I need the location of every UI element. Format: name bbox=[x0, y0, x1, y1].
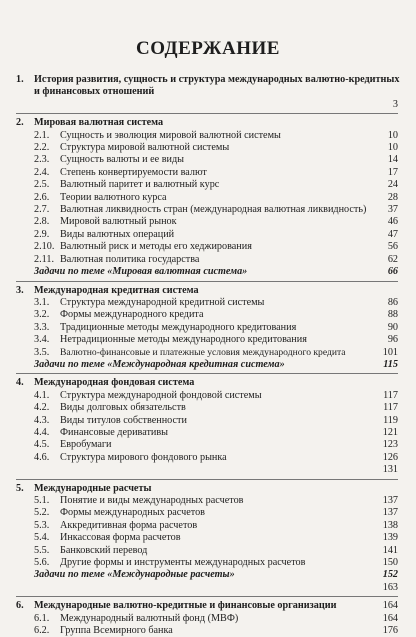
item-title: Понятие и виды международных расчетов bbox=[60, 495, 244, 506]
item-title: Евробумаги bbox=[60, 439, 112, 451]
toc-item bbox=[16, 334, 398, 346]
item-title: Аккредитивная форма расчетов bbox=[60, 519, 198, 531]
toc-item bbox=[16, 520, 398, 532]
page-number: 141 bbox=[382, 544, 398, 556]
item-number: 6.2. bbox=[34, 625, 50, 637]
page-number: 123 bbox=[382, 439, 398, 451]
toc-item bbox=[16, 179, 398, 191]
page-number: 101 bbox=[382, 346, 398, 358]
page-number: 139 bbox=[382, 532, 398, 544]
divider bbox=[16, 373, 398, 374]
page-number: 56 bbox=[387, 241, 398, 253]
item-number: 3.3. bbox=[34, 321, 50, 333]
toc-item bbox=[16, 167, 398, 179]
section-title: Мировая валютная система bbox=[34, 117, 164, 129]
divider bbox=[16, 281, 398, 282]
item-number: 2.7. bbox=[34, 204, 50, 216]
item-title: Валютный паритет и валютный курс bbox=[60, 179, 220, 191]
page-number: 66 bbox=[387, 266, 398, 278]
toc-section-3 bbox=[16, 285, 398, 297]
item-number: 2.6. bbox=[34, 191, 50, 203]
toc-item bbox=[16, 402, 398, 414]
toc-item bbox=[16, 130, 398, 142]
page-number: 119 bbox=[383, 414, 398, 426]
page-number: 3 bbox=[392, 98, 398, 110]
toc-section-6 bbox=[16, 600, 398, 612]
page-number: 126 bbox=[382, 451, 398, 463]
section-title: История развития, сущность и структура международных валютно-кредитных bbox=[34, 74, 400, 85]
item-number: 4.4. bbox=[34, 426, 50, 438]
divider bbox=[16, 113, 398, 114]
item-title: Структура мировой валютной системы bbox=[60, 142, 230, 154]
item-title: Валютно-финансовые и платежные условия международного кредита bbox=[60, 346, 346, 358]
page-number: 164 bbox=[382, 600, 398, 612]
item-number: 5.2. bbox=[34, 507, 50, 519]
divider bbox=[16, 596, 398, 597]
page-number: 86 bbox=[387, 296, 398, 308]
toc-item bbox=[16, 216, 398, 228]
toc-section-4 bbox=[16, 377, 398, 389]
toc-item bbox=[16, 322, 398, 334]
toc-item bbox=[16, 495, 398, 507]
toc-item bbox=[16, 625, 398, 637]
section-number: 4. bbox=[16, 377, 24, 389]
page-number: 10 bbox=[387, 142, 398, 154]
page-number: 37 bbox=[387, 204, 398, 216]
toc-item bbox=[16, 390, 398, 402]
page-number: 164 bbox=[382, 612, 398, 624]
item-title: Группа Всемирного банка bbox=[60, 625, 173, 637]
item-number: 2.10. bbox=[34, 241, 55, 253]
item-number: 4.3. bbox=[34, 414, 50, 426]
toc-item bbox=[16, 415, 398, 427]
toc-item bbox=[16, 557, 398, 569]
page-number: 28 bbox=[387, 191, 398, 203]
section-title: Международные расчеты bbox=[34, 482, 152, 494]
page-number: 138 bbox=[382, 519, 398, 531]
item-title: Инкассовая форма расчетов bbox=[60, 532, 181, 544]
toc-tail-page-row bbox=[16, 582, 398, 594]
item-title: Валютная политика государства bbox=[60, 253, 200, 265]
item-title: Валютная ликвидность стран (международная валютная ликвидность) bbox=[60, 204, 367, 216]
page-number: 47 bbox=[387, 228, 398, 240]
toc-section-2 bbox=[16, 117, 398, 129]
section-number: 6. bbox=[16, 600, 24, 612]
item-title: Финансовые деривативы bbox=[60, 426, 169, 438]
toc-tail-page-row bbox=[16, 464, 398, 476]
item-title: Формы международного кредита bbox=[60, 309, 204, 321]
section-number: 5. bbox=[16, 482, 24, 494]
page-number: 115 bbox=[383, 358, 398, 370]
task-title: Задачи по теме «Мировая валютная система» bbox=[34, 266, 248, 278]
toc-task bbox=[16, 359, 398, 371]
item-number: 6.1. bbox=[34, 612, 50, 624]
toc-item bbox=[16, 254, 398, 266]
toc-section-1-page-row bbox=[16, 99, 398, 111]
page-number: 10 bbox=[387, 129, 398, 141]
item-number: 2.2. bbox=[34, 142, 50, 154]
page-number: 150 bbox=[382, 557, 398, 569]
section-title-continued: и финансовых отношений bbox=[34, 86, 155, 98]
page-number: 17 bbox=[387, 166, 398, 178]
page-number: 24 bbox=[387, 179, 398, 191]
item-title: Сущность и эволюция мировой валютной системы bbox=[60, 129, 281, 141]
section-number: 3. bbox=[16, 284, 24, 296]
task-title: Задачи по теме «Международная кредитная система» bbox=[34, 358, 285, 370]
page-number: 96 bbox=[387, 334, 398, 346]
item-title: Структура международной фондовой системы bbox=[60, 389, 262, 401]
toc-item bbox=[16, 452, 398, 464]
page-number: 90 bbox=[387, 321, 398, 333]
page-number: 152 bbox=[382, 569, 398, 581]
item-number: 3.4. bbox=[34, 334, 50, 346]
toc-task bbox=[16, 569, 398, 581]
page-number: 62 bbox=[387, 253, 398, 265]
item-number: 2.4. bbox=[34, 166, 50, 178]
item-number: 2.3. bbox=[34, 154, 50, 166]
item-title: Структура мирового фондового рынка bbox=[60, 451, 227, 463]
item-title: Валютный риск и методы его хеджирования bbox=[60, 241, 252, 253]
item-title: Сущность валюты и ее виды bbox=[60, 154, 185, 166]
page-number: 14 bbox=[387, 154, 398, 166]
page-number: 117 bbox=[383, 402, 398, 414]
item-title: Мировой валютный рынок bbox=[60, 216, 177, 228]
toc-item bbox=[16, 545, 398, 557]
item-number: 5.5. bbox=[34, 544, 50, 556]
item-title: Нетрадиционные методы международного кредитования bbox=[60, 334, 307, 346]
item-number: 3.5. bbox=[34, 346, 50, 358]
section-title: Международная кредитная система bbox=[34, 284, 199, 296]
toc-item bbox=[16, 507, 398, 519]
item-number: 3.2. bbox=[34, 309, 50, 321]
item-title: Виды долговых обязательств bbox=[60, 402, 186, 414]
item-number: 3.1. bbox=[34, 296, 50, 308]
toc-item bbox=[16, 297, 398, 309]
item-title: Международный валютный фонд (МВФ) bbox=[60, 612, 239, 624]
toc-item bbox=[16, 192, 398, 204]
item-title: Другие формы и инструменты международных расчетов bbox=[60, 557, 306, 569]
item-title: Формы международных расчетов bbox=[60, 507, 205, 519]
page-number: 137 bbox=[382, 507, 398, 519]
page-number: 137 bbox=[382, 495, 398, 506]
item-number: 2.8. bbox=[34, 216, 50, 228]
item-number: 4.5. bbox=[34, 439, 50, 451]
section-title: Международная фондовая система bbox=[34, 377, 195, 389]
item-number: 4.2. bbox=[34, 402, 50, 414]
section-number: 2. bbox=[16, 117, 24, 129]
toc-item bbox=[16, 427, 398, 439]
toc-item bbox=[16, 347, 398, 359]
page-number: 88 bbox=[387, 309, 398, 321]
item-title: Структура международной кредитной системы bbox=[60, 296, 265, 308]
toc-item bbox=[16, 241, 398, 253]
toc-section-1 bbox=[16, 74, 398, 86]
item-number: 5.4. bbox=[34, 532, 50, 544]
toc-item bbox=[16, 229, 398, 241]
toc-item bbox=[16, 309, 398, 321]
table-of-contents bbox=[16, 72, 398, 637]
divider bbox=[16, 479, 398, 480]
item-number: 2.9. bbox=[34, 228, 50, 240]
item-number: 5.1. bbox=[34, 495, 50, 506]
task-title: Задачи по теме «Международные расчеты» bbox=[34, 569, 235, 581]
item-title: Теории валютного курса bbox=[60, 191, 167, 203]
item-number: 5.6. bbox=[34, 557, 50, 569]
page-title: СОДЕРЖАНИЕ bbox=[136, 38, 280, 59]
item-number: 4.6. bbox=[34, 451, 50, 463]
item-number: 2.11. bbox=[34, 253, 54, 265]
page-number: 46 bbox=[387, 216, 398, 228]
toc-item bbox=[16, 613, 398, 625]
item-title: Традиционные методы международного кредитования bbox=[60, 321, 297, 333]
item-number: 4.1. bbox=[34, 389, 50, 401]
page-number: 131 bbox=[382, 464, 398, 476]
item-number: 2.1. bbox=[34, 129, 50, 141]
item-number: 2.5. bbox=[34, 179, 50, 191]
page-number: 117 bbox=[383, 389, 398, 401]
item-title: Виды титулов собственности bbox=[60, 414, 187, 426]
toc-item bbox=[16, 154, 398, 166]
toc-item bbox=[16, 439, 398, 451]
item-title: Виды валютных операций bbox=[60, 228, 175, 240]
item-number: 5.3. bbox=[34, 519, 50, 531]
toc-item bbox=[16, 532, 398, 544]
page-number: 121 bbox=[382, 426, 398, 438]
toc-task bbox=[16, 266, 398, 278]
page-number: 176 bbox=[382, 625, 398, 637]
toc-section-5 bbox=[16, 483, 398, 495]
section-number: 1. bbox=[16, 74, 24, 85]
toc-section-1-line2 bbox=[16, 86, 398, 98]
page-number: 163 bbox=[382, 581, 398, 593]
toc-item bbox=[16, 204, 398, 216]
toc-item bbox=[16, 142, 398, 154]
section-title: Международные валютно-кредитные и финансовые организации bbox=[34, 600, 337, 612]
item-title: Банковский перевод bbox=[60, 544, 148, 556]
item-title: Степень конвертируемости валют bbox=[60, 166, 207, 178]
